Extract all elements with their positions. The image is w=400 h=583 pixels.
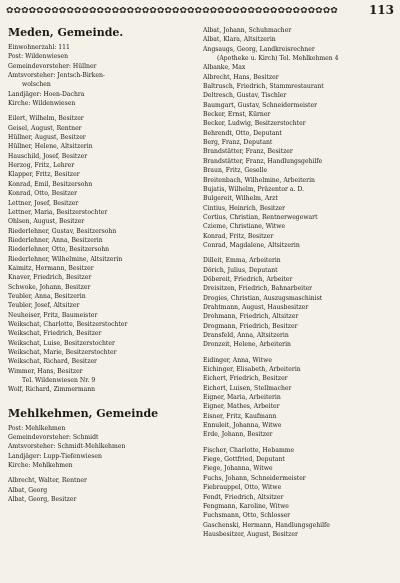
list-item: Dransfeld, Anna, Altsitzerin — [203, 332, 289, 339]
list-item: Kaimitz, Hermann, Besitzer — [8, 264, 94, 272]
list-item: Albat, Georg, Besitzer — [8, 496, 77, 504]
list-item: Weikschat, Richard, Besitzer — [8, 358, 97, 366]
list-item: Fuchs, Johann, Schneidermeister — [203, 474, 306, 482]
list-item: Erde, Johann, Besitzer — [203, 431, 273, 439]
list-item: Fischer, Charlotte, Hebamme — [203, 446, 295, 454]
list-item: Ennuleit, Johanna, Witwe — [203, 422, 282, 430]
list-item: Hüllner, August, Besitzer — [8, 134, 86, 142]
list-item: Einwohnerzahl: 111 — [8, 44, 70, 51]
list-item: Klapper, Fritz, Besitzer — [8, 171, 80, 179]
list-item: Dronzeit, Helene, Arbeiterin — [203, 341, 291, 349]
right-resident-list — [203, 26, 398, 539]
page-number: 113 — [368, 3, 394, 17]
list-item: Riederlehner, Wilhelmine, Altsitzerin — [8, 255, 123, 263]
left-column — [8, 26, 194, 579]
list-item: Gemeindevorsteher: Hüllner — [8, 62, 97, 70]
decorative-border: ✿✿✿✿✿✿✿✿✿✿✿✿✿✿✿✿✿✿✿✿✿✿✿✿✿✿✿✿✿✿✿✿✿✿✿✿✿✿✿✿✿✿✿✿ — [6, 7, 338, 16]
list-item: Baumgart, Gustav, Schneidermeister — [203, 101, 318, 109]
list-item: Schwoke, Johann, Besitzer — [8, 283, 91, 291]
list-item: Drogmann, Friedrich, Besitzer — [203, 322, 298, 330]
list-item: Weikschat, Friedrich, Besitzer — [8, 330, 102, 338]
list-item: Riederlehner, Anna, Besitzerin — [8, 236, 103, 244]
meden-resident-list — [8, 114, 194, 394]
list-item: Fuchsmann, Otto, Schlosser — [203, 512, 291, 520]
list-item: Eigner, Mathes, Arbeiter — [203, 403, 280, 411]
list-item: Albat, Georg — [8, 486, 48, 494]
list-item: Albanke, Max — [203, 64, 246, 72]
list-item: Ohlsen, August, Besitzer — [8, 218, 85, 226]
list-item: Kirche: Wildenwiesen — [8, 100, 76, 108]
list-item: Konrad, Emil, Besitzersohn — [8, 180, 93, 188]
list-item: Weikschat, Charlotte, Besitzerstochter — [8, 320, 128, 328]
list-item: Post: Wildenwiesen — [8, 53, 69, 61]
list-item: Fiege, Johanna, Witwe — [203, 465, 273, 473]
list-item: Döbereit, Friedrich, Arbeiter — [203, 275, 293, 283]
list-item: Albrecht, Hans, Besitzer — [203, 73, 279, 81]
list-item: Tel. Wildenwiesen Nr. 9 — [22, 377, 96, 385]
list-item: Albat, Johann, Schuhmacher — [203, 27, 292, 34]
list-item: Herzog, Fritz, Lehrer — [8, 162, 75, 170]
list-item: Fengmann, Karoline, Witwe — [203, 502, 289, 510]
list-item: Konrad, Otto, Besitzer — [8, 190, 78, 198]
right-column — [203, 26, 398, 579]
list-item: Landjäger: Lupp-Tiefenwiesen — [8, 452, 102, 460]
list-item: Baltrusch, Friedrich, Stammrestaurant — [203, 83, 324, 91]
list-item: Czieme, Christiane, Witwe — [203, 223, 286, 231]
list-item: Becker, Ludwig, Besitzerstochter — [203, 120, 306, 128]
list-item: Bujatis, Wilhelm, Präzentor a. D. — [203, 185, 304, 193]
list-item: Knaver, Friedrich, Besitzer — [8, 274, 92, 282]
list-item: Drahtmann, August, Hausbesitzer — [203, 303, 309, 311]
list-item: Dörich, Julius, Deputant — [203, 266, 278, 274]
list-item: Eichinger, Elisabeth, Arbeiterin — [203, 366, 301, 374]
list-item: Braun, Fritz, Geselle — [203, 167, 268, 175]
section-title-mehlkehmen: Mehlkehmen, Gemeinde — [8, 406, 159, 420]
list-item: Konrad, Fritz, Besitzer — [203, 232, 274, 240]
list-item: Lettner, Maria, Besitzerstochter — [8, 208, 108, 216]
list-item: Becker, Ernst, Kürner — [203, 111, 271, 119]
list-item: Hauschild, Josef, Besitzer — [8, 152, 88, 160]
list-item: Teubler, Josef, Altsitzer — [8, 302, 80, 310]
list-item: Landjäger: Hoen-Dachra — [8, 90, 85, 98]
list-item: Deltresch, Gustav, Tischler — [203, 92, 287, 100]
list-item: Eidinger, Anna, Witwe — [203, 356, 272, 364]
list-item: Riederlehner, Otto, Besitzersohn — [8, 246, 110, 254]
list-item: Drogies, Christian, Auszugsmaschinist — [203, 294, 323, 302]
list-item: Breitenbach, Wilhelmine, Arbeiterin — [203, 176, 315, 184]
section-title-meden: Meden, Gemeinde. — [8, 26, 124, 39]
list-item: Wolf, Richard, Zimmermann — [8, 386, 96, 394]
list-item: Fiebrauppel, Otto, Witwe — [203, 484, 282, 492]
list-item: Brandstätter, Franz, Besitzer — [203, 148, 293, 156]
meden-meta-list — [8, 43, 194, 108]
list-item: Hausbesitzer, August, Besitzer — [203, 530, 298, 538]
list-item: (Apotheke u. Kirch) Tel. Mehlkehmen 4 — [217, 55, 339, 63]
list-item: Riederlehner, Gustav, Besitzersohn — [8, 227, 117, 235]
list-item: Weikschat, Luise, Besitzerstochter — [8, 339, 115, 347]
list-item: Behrendt, Otto, Deputant — [203, 129, 282, 137]
list-item: Berg, Franz, Deputant — [203, 139, 273, 147]
list-item: Eichert, Friedrich, Besitzer — [203, 375, 288, 383]
list-item: Kirche: Mehlkehmen — [8, 462, 73, 470]
list-item: Dreisitzen, Friedrich, Bahnarbeiter — [203, 285, 313, 293]
list-item: Lettner, Josef, Besitzer — [8, 199, 79, 207]
list-item: Amtsvorsteher: Schmidt-Mehlkehmen — [8, 443, 126, 451]
list-item: Eilert, Wilhelm, Besitzer — [8, 115, 84, 123]
mehlkehmen-resident-list — [8, 476, 194, 504]
list-item: Dilleit, Emma, Arbeiterin — [203, 257, 281, 265]
list-item: Brandstätter, Franz, Handlungsgehilfe — [203, 157, 323, 165]
list-item: Gemeindevorsteher: Schmidt — [8, 434, 99, 442]
list-item: Teubler, Anna, Besitzerin — [8, 292, 86, 300]
mehlkehmen-meta-list — [8, 424, 194, 471]
list-item: Eigner, Maria, Arbeiterin — [203, 394, 281, 402]
list-item: Cintius, Heinrich, Besitzer — [203, 204, 286, 212]
list-item: Albat, Klara, Altsitzerin — [203, 36, 276, 44]
list-item: Neuheiser, Fritz, Baumeister — [8, 311, 98, 319]
list-item: Albrecht, Walter, Rentner — [8, 477, 87, 485]
list-item: Wimmer, Hans, Besitzer — [8, 367, 83, 375]
list-item: Angsaugs, Georg, Landkreisrechner — [203, 45, 315, 53]
list-item: Eisner, Fritz, Kaufmann — [203, 412, 277, 420]
list-item: Bulgereit, Wilhelm, Arzt — [203, 195, 278, 203]
list-item: Conrad, Magdalene, Altsitzerin — [203, 241, 300, 249]
list-item: wolschen — [22, 81, 51, 89]
list-item: Post: Mehlkehmen — [8, 424, 66, 432]
list-item: Amtsvorsteher: Jentsch-Birken- — [8, 72, 105, 80]
list-item: Weikschat, Marie, Besitzerstochter — [8, 349, 117, 356]
list-item: Hüllner, Helene, Altsitzerin — [8, 143, 93, 151]
list-item: Cortius, Christian, Rentnerwegewart — [203, 213, 318, 221]
list-item: Eichert, Luisen, Stellmacher — [203, 384, 292, 392]
list-item: Gaschenski, Hermann, Handlungsgehilfe — [203, 521, 330, 529]
list-item: Fiege, Gottfried, Deputant — [203, 456, 285, 464]
list-item: Drohmann, Friedrich, Altsitzer — [203, 313, 299, 321]
list-item: Fendt, Friedrich, Altsitzer — [203, 493, 284, 501]
list-item: Geisel, August, Rentner — [8, 124, 82, 132]
